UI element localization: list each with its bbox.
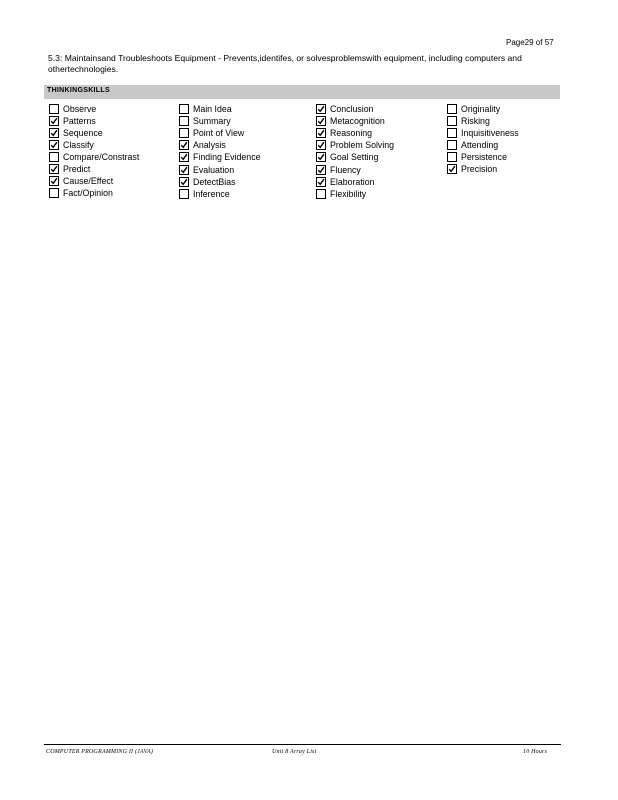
skill-label: Observe	[63, 104, 97, 114]
skill-item	[49, 163, 139, 175]
skill-item	[316, 188, 394, 200]
skill-label: Persistence	[461, 152, 507, 162]
skill-item	[316, 163, 394, 175]
skill-item	[179, 176, 260, 188]
checkmark-icon	[317, 166, 325, 174]
skill-item	[179, 127, 260, 139]
checkmark-icon	[50, 129, 58, 137]
checked-checkbox[interactable]	[49, 164, 59, 174]
skills-column-3	[316, 103, 394, 200]
skills-column-2	[179, 103, 260, 200]
skill-label: Problem Solving	[330, 140, 395, 151]
skill-label: Analysis	[193, 140, 226, 151]
checkmark-icon	[317, 141, 325, 149]
skill-item	[49, 115, 139, 127]
skill-item	[49, 139, 139, 151]
checkmark-icon	[180, 166, 188, 174]
skill-label: Sequence	[63, 128, 103, 138]
checked-checkbox[interactable]	[179, 165, 189, 175]
checked-checkbox[interactable]	[49, 128, 59, 138]
skill-label: Conclusion	[330, 104, 374, 115]
skill-label: Main Idea	[193, 104, 232, 115]
unchecked-checkbox[interactable]	[447, 104, 457, 114]
unchecked-checkbox[interactable]	[447, 116, 457, 126]
skill-item	[316, 176, 394, 188]
checked-checkbox[interactable]	[179, 140, 189, 150]
checkmark-icon	[50, 165, 58, 173]
skill-label: Fact/Opinion	[63, 188, 113, 198]
skill-item	[49, 151, 139, 163]
skill-item	[179, 163, 260, 175]
checked-checkbox[interactable]	[316, 152, 326, 162]
checked-checkbox[interactable]	[316, 165, 326, 175]
unchecked-checkbox[interactable]	[179, 189, 189, 199]
unchecked-checkbox[interactable]	[179, 116, 189, 126]
checkmark-icon	[448, 165, 456, 173]
checked-checkbox[interactable]	[49, 116, 59, 126]
checked-checkbox[interactable]	[316, 128, 326, 138]
skill-item	[316, 151, 394, 163]
skill-item	[447, 163, 519, 175]
skills-column-1	[49, 103, 139, 199]
unchecked-checkbox[interactable]	[316, 189, 326, 199]
skill-item	[179, 139, 260, 151]
standard-description: 5.3: Maintainsand Troubleshoots Equipment - Prevents,identifes, or solvesproblemswith equipment, including computers and othertechnologies.	[48, 53, 522, 74]
skill-item	[447, 151, 519, 163]
unchecked-checkbox[interactable]	[49, 188, 59, 198]
skill-label: Fluency	[330, 164, 361, 175]
skill-item	[179, 188, 260, 200]
unchecked-checkbox[interactable]	[447, 152, 457, 162]
footer-course: COMPUTER PROGRAMMING II (JAVA)	[46, 749, 154, 755]
page-number: Page29 of 57	[506, 38, 554, 47]
skill-item	[447, 115, 519, 127]
checkmark-icon	[317, 105, 325, 113]
skill-label: Risking	[461, 116, 490, 126]
skill-label: DetectBias	[193, 176, 236, 187]
checked-checkbox[interactable]	[316, 177, 326, 187]
skill-label: Precision	[461, 164, 498, 174]
skill-item	[447, 103, 519, 115]
checked-checkbox[interactable]	[179, 152, 189, 162]
checkmark-icon	[317, 153, 325, 161]
checkmark-icon	[180, 153, 188, 161]
footer-unit: Unit 8 Array List	[272, 749, 317, 755]
skill-label: Inquisitiveness	[461, 128, 519, 138]
skill-item	[49, 127, 139, 139]
skills-column-4	[447, 103, 519, 175]
skill-item	[179, 115, 260, 127]
unchecked-checkbox[interactable]	[447, 140, 457, 150]
checked-checkbox[interactable]	[447, 164, 457, 174]
skill-item	[447, 139, 519, 151]
unchecked-checkbox[interactable]	[49, 104, 59, 114]
unchecked-checkbox[interactable]	[447, 128, 457, 138]
checkmark-icon	[50, 141, 58, 149]
skill-label: Cause/Effect	[63, 176, 114, 186]
checkmark-icon	[317, 129, 325, 137]
skill-item	[49, 175, 139, 187]
skill-label: Classify	[63, 140, 94, 150]
checked-checkbox[interactable]	[316, 104, 326, 114]
checked-checkbox[interactable]	[49, 140, 59, 150]
skill-item	[49, 103, 139, 115]
skill-item	[316, 139, 394, 151]
skill-item	[447, 127, 519, 139]
checked-checkbox[interactable]	[316, 140, 326, 150]
skill-item	[179, 103, 260, 115]
footer-rule	[44, 744, 561, 745]
thinking-skills-header-label: THINKINGSKILLS	[47, 87, 110, 94]
skill-item	[49, 187, 139, 199]
footer-hours: 10 Hours	[523, 749, 548, 755]
checkmark-icon	[180, 141, 188, 149]
skill-item	[316, 115, 394, 127]
checkmark-icon	[180, 178, 188, 186]
checked-checkbox[interactable]	[316, 116, 326, 126]
skill-label: Patterns	[63, 116, 96, 126]
skill-label: Compare/Constrast	[63, 152, 140, 162]
skill-label: Inference	[193, 188, 230, 199]
skill-label: Reasoning	[330, 128, 373, 139]
checkmark-icon	[317, 178, 325, 186]
skill-label: Originality	[461, 104, 501, 114]
checkmark-icon	[50, 117, 58, 125]
skill-item	[316, 127, 394, 139]
skill-label: Point of View	[193, 128, 245, 139]
unchecked-checkbox[interactable]	[49, 152, 59, 162]
checkmark-icon	[50, 177, 58, 185]
skill-label: Flexibility	[330, 188, 367, 199]
skill-label: Finding Evidence	[193, 152, 261, 163]
skill-label: Summary	[193, 116, 231, 127]
skill-label: Evaluation	[193, 164, 235, 175]
skill-label: Attending	[461, 140, 499, 150]
unchecked-checkbox[interactable]	[179, 104, 189, 114]
skill-label: Goal Setting	[330, 152, 379, 163]
thinking-skills-header	[44, 85, 560, 99]
skill-label: Elaboration	[330, 176, 375, 187]
skill-label: Metacognition	[330, 116, 385, 127]
checked-checkbox[interactable]	[179, 177, 189, 187]
skill-item	[179, 151, 260, 163]
checkmark-icon	[317, 117, 325, 125]
checked-checkbox[interactable]	[49, 176, 59, 186]
skill-item	[316, 103, 394, 115]
unchecked-checkbox[interactable]	[179, 128, 189, 138]
skill-label: Predict	[63, 164, 91, 174]
